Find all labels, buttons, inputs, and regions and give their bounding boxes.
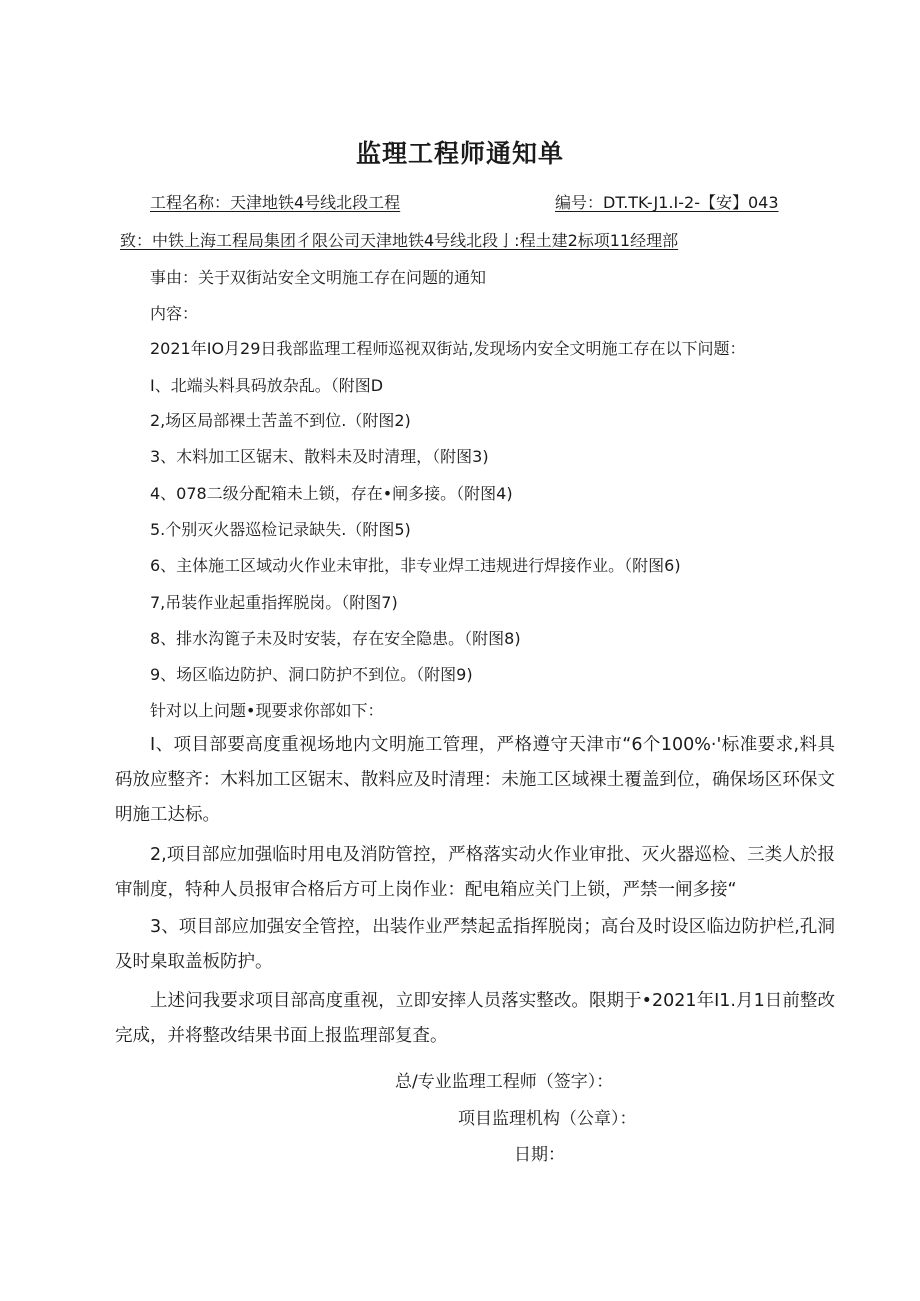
conclusion-paragraph: 上述问我要求项目部高度重视，立即安摔人员落实整改。限期于•2021年I1.月1日前整改完成，并将整改结果书面上报监理部复査。 bbox=[115, 991, 835, 1046]
issue-item: 8、排水沟篦子未及时安装，存在安全隐患。（附图8) bbox=[150, 629, 521, 648]
issue-item: 7,吊装作业起重指挥脱岗。（附图7) bbox=[150, 593, 398, 612]
document-number: 编号：DT.TK-J1.I-2-【安】043 bbox=[555, 193, 779, 212]
intro-line: 2021年IO月29日我部监理工程师巡视双街站,发现场内安全文明施工存在以下问题： bbox=[150, 339, 746, 358]
subject-line: 事由：关于双街站安全文明施工存在问题的通知 bbox=[150, 268, 487, 287]
issue-item: I、北端头料具码放杂乱。（附图D bbox=[150, 376, 384, 395]
engineer-signature-line: 总/专业监理工程师（签字）： bbox=[395, 1072, 614, 1092]
recipient-line: 致：中铁上海工程局集团彳限公司天津地铁4号线北段亅:程土建2标项11经理部 bbox=[120, 231, 679, 250]
requirement-paragraph: I、项目部要高度重视场地内文明施工管理，严格遵守天津市“6个100%·'标准要求,料具码放应整齐：木料加工区锯末、散料应及时清理：未施工区域裸土覆盖到位，确保场区环保文明施工达标。 bbox=[115, 735, 835, 825]
issue-item: 6、主体施工区域动火作业未审批，非专业焊工违规进行焊接作业。（附图6) bbox=[150, 556, 681, 575]
document-title: 监理工程师通知单 bbox=[355, 139, 564, 168]
requirement-paragraph: 2,项目部应加强临时用电及消防管控，严格落实动火作业审批、灭火器巡检、三类人於报审制度，特种人员报审合格后方可上岗作业：配电箱应关门上锁，严禁一闸多接“ bbox=[115, 845, 835, 900]
date-line: 日期： bbox=[514, 1145, 565, 1165]
header-row bbox=[150, 190, 800, 212]
project-name: 工程名称：天津地铁4号线北段工程 bbox=[150, 193, 401, 212]
issue-item: 2,场区局部裸土苦盖不到位.（附图2) bbox=[150, 411, 411, 430]
issue-item: 3、木料加工区锯末、散料未及时清理，（附图3) bbox=[150, 447, 489, 466]
issue-item: 5.个别灭火器巡检记录缺失.（附图5) bbox=[150, 520, 411, 539]
requirements-intro: 针对以上问题•现要求你部如下： bbox=[150, 701, 384, 720]
content-label: 内容： bbox=[150, 304, 199, 323]
requirement-paragraph: 3、项目部应加强安全管控，出装作业严禁起孟指挥脱岗；高台及时设区临边防护栏,孔洞及时臬取盖板防护。 bbox=[115, 917, 835, 972]
organization-seal-line: 项目监理机构（公章）： bbox=[458, 1109, 637, 1129]
issue-item: 4、078二级分配箱未上锁，存在•闸多接。（附图4) bbox=[150, 484, 513, 503]
issue-item: 9、场区临边防护、洞口防护不到位。（附图9) bbox=[150, 665, 473, 684]
